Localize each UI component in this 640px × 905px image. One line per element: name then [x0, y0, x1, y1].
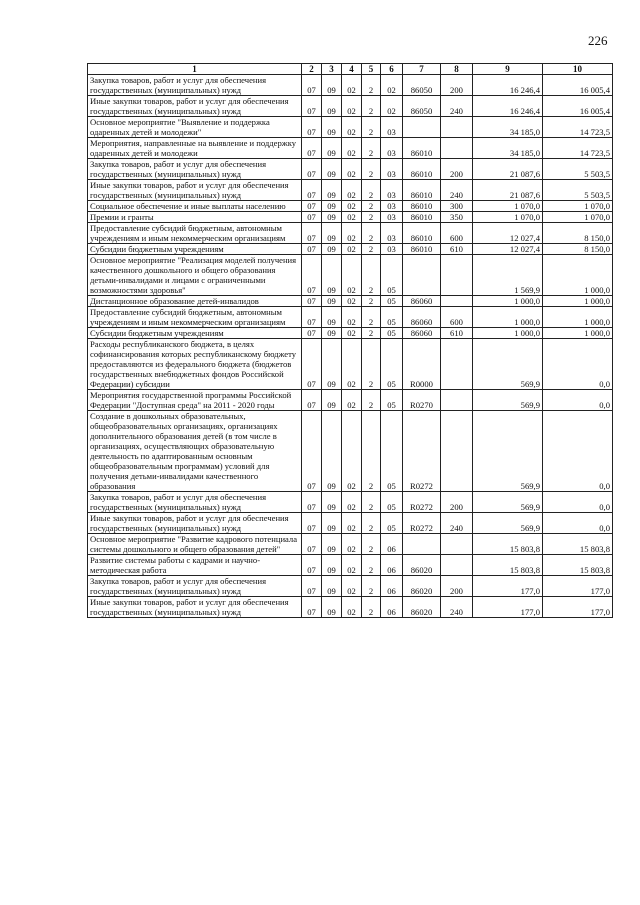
- cell-c5: 2: [362, 492, 381, 513]
- row-name: Создание в дошкольных образовательных, общеобразовательных организациях, организациях дополнительного образования детей (в том числе в организациях, осуществляющих образовательную деятельность по адаптированным основным общеобразовательным программам) условий для получения детьми-инвалидами качественного образования: [88, 411, 302, 492]
- cell-c4: 02: [342, 555, 362, 576]
- cell-c9: 34 185,0: [473, 138, 543, 159]
- cell-c3: 09: [322, 96, 342, 117]
- table-row: [88, 255, 613, 296]
- cell-c4: 02: [342, 180, 362, 201]
- cell-c2: 07: [302, 138, 322, 159]
- cell-c6: 03: [381, 117, 403, 138]
- cell-c5: 2: [362, 534, 381, 555]
- table-row: [88, 138, 613, 159]
- cell-c5: 2: [362, 328, 381, 339]
- cell-c7: [403, 255, 441, 296]
- cell-c9: 569,9: [473, 411, 543, 492]
- cell-c3: 09: [322, 534, 342, 555]
- cell-c10: 5 503,5: [543, 180, 613, 201]
- cell-c9: 177,0: [473, 576, 543, 597]
- cell-c6: 06: [381, 597, 403, 618]
- row-name: Предоставление субсидий бюджетным, автономным учреждениям и иным некоммерческим организациям: [88, 223, 302, 244]
- cell-c9: 16 246,4: [473, 75, 543, 96]
- cell-c2: 07: [302, 411, 322, 492]
- cell-c10: 0,0: [543, 411, 613, 492]
- cell-c6: 05: [381, 307, 403, 328]
- cell-c6: 03: [381, 138, 403, 159]
- cell-c4: 02: [342, 75, 362, 96]
- cell-c8: [441, 555, 473, 576]
- table-row: [88, 244, 613, 255]
- cell-c4: 02: [342, 339, 362, 390]
- cell-c7: R0272: [403, 492, 441, 513]
- row-name: Развитие системы работы с кадрами и научно-методическая работа: [88, 555, 302, 576]
- cell-c5: 2: [362, 513, 381, 534]
- cell-c9: 1 000,0: [473, 307, 543, 328]
- cell-c6: 05: [381, 390, 403, 411]
- row-name: Закупка товаров, работ и услуг для обеспечения государственных (муниципальных) нужд: [88, 75, 302, 96]
- cell-c3: 09: [322, 513, 342, 534]
- row-name: Субсидии бюджетным учреждениям: [88, 244, 302, 255]
- cell-c8: [441, 390, 473, 411]
- table-row: [88, 492, 613, 513]
- cell-c5: 2: [362, 339, 381, 390]
- cell-c3: 09: [322, 159, 342, 180]
- row-name: Мероприятия, направленные на выявление и поддержку одаренных детей и молодежи: [88, 138, 302, 159]
- cell-c9: 12 027,4: [473, 223, 543, 244]
- row-name: Социальное обеспечение и иные выплаты населению: [88, 201, 302, 212]
- row-name: Дистанционное образование детей-инвалидов: [88, 296, 302, 307]
- cell-c7: R0272: [403, 411, 441, 492]
- cell-c7: 86020: [403, 555, 441, 576]
- cell-c10: 0,0: [543, 513, 613, 534]
- cell-c10: 8 150,0: [543, 223, 613, 244]
- cell-c7: R0000: [403, 339, 441, 390]
- cell-c10: 0,0: [543, 339, 613, 390]
- header-row: [88, 64, 613, 75]
- cell-c5: 2: [362, 212, 381, 223]
- cell-c10: 16 005,4: [543, 75, 613, 96]
- cell-c6: 06: [381, 555, 403, 576]
- cell-c8: 300: [441, 201, 473, 212]
- cell-c8: 200: [441, 492, 473, 513]
- cell-c4: 02: [342, 117, 362, 138]
- cell-c6: 02: [381, 75, 403, 96]
- cell-c6: 03: [381, 223, 403, 244]
- cell-c4: 02: [342, 296, 362, 307]
- cell-c5: 2: [362, 159, 381, 180]
- cell-c7: 86060: [403, 296, 441, 307]
- cell-c3: 09: [322, 576, 342, 597]
- cell-c10: 15 803,8: [543, 534, 613, 555]
- cell-c9: 12 027,4: [473, 244, 543, 255]
- cell-c6: 05: [381, 339, 403, 390]
- cell-c2: 07: [302, 534, 322, 555]
- cell-c5: 2: [362, 180, 381, 201]
- row-name: Иные закупки товаров, работ и услуг для обеспечения государственных (муниципальных) нужд: [88, 96, 302, 117]
- cell-c9: 21 087,6: [473, 159, 543, 180]
- cell-c10: 1 070,0: [543, 212, 613, 223]
- cell-c5: 2: [362, 117, 381, 138]
- cell-c6: 05: [381, 255, 403, 296]
- cell-c6: 05: [381, 513, 403, 534]
- cell-c5: 2: [362, 75, 381, 96]
- table-row: [88, 159, 613, 180]
- row-name: Субсидии бюджетным учреждениям: [88, 328, 302, 339]
- column-header: 8: [441, 64, 473, 75]
- cell-c2: 07: [302, 576, 322, 597]
- cell-c10: 1 000,0: [543, 307, 613, 328]
- cell-c7: [403, 117, 441, 138]
- table-row: [88, 328, 613, 339]
- cell-c7: 86020: [403, 597, 441, 618]
- cell-c8: 350: [441, 212, 473, 223]
- cell-c9: 569,9: [473, 339, 543, 390]
- cell-c6: 05: [381, 296, 403, 307]
- cell-c6: 03: [381, 201, 403, 212]
- cell-c4: 02: [342, 576, 362, 597]
- table-row: [88, 180, 613, 201]
- row-name: Основное мероприятие "Реализация моделей получения качественного дошкольного и общего образования детьми-инвалидами и лицами с ограниченными возможностями здоровья": [88, 255, 302, 296]
- row-name: Основное мероприятие "Развитие кадрового потенциала системы дошкольного и общего образования детей": [88, 534, 302, 555]
- cell-c6: 03: [381, 180, 403, 201]
- cell-c7: 86060: [403, 307, 441, 328]
- cell-c8: [441, 411, 473, 492]
- cell-c3: 09: [322, 180, 342, 201]
- table-row: [88, 534, 613, 555]
- cell-c10: 1 000,0: [543, 296, 613, 307]
- row-name: Закупка товаров, работ и услуг для обеспечения государственных (муниципальных) нужд: [88, 159, 302, 180]
- table-row: [88, 513, 613, 534]
- cell-c7: R0270: [403, 390, 441, 411]
- cell-c7: 86010: [403, 159, 441, 180]
- cell-c3: 09: [322, 411, 342, 492]
- cell-c4: 02: [342, 492, 362, 513]
- cell-c5: 2: [362, 255, 381, 296]
- cell-c7: 86050: [403, 75, 441, 96]
- cell-c5: 2: [362, 576, 381, 597]
- cell-c8: 200: [441, 159, 473, 180]
- cell-c4: 02: [342, 255, 362, 296]
- cell-c8: 610: [441, 328, 473, 339]
- cell-c3: 09: [322, 339, 342, 390]
- cell-c2: 07: [302, 513, 322, 534]
- table-row: [88, 555, 613, 576]
- cell-c7: 86010: [403, 201, 441, 212]
- cell-c8: 240: [441, 180, 473, 201]
- row-name: Закупка товаров, работ и услуг для обеспечения государственных (муниципальных) нужд: [88, 576, 302, 597]
- cell-c6: 05: [381, 492, 403, 513]
- cell-c4: 02: [342, 212, 362, 223]
- cell-c3: 09: [322, 138, 342, 159]
- cell-c6: 05: [381, 411, 403, 492]
- table-row: [88, 390, 613, 411]
- cell-c2: 07: [302, 180, 322, 201]
- cell-c8: [441, 339, 473, 390]
- cell-c7: 86010: [403, 223, 441, 244]
- cell-c7: 86010: [403, 212, 441, 223]
- row-name: Предоставление субсидий бюджетным, автономным учреждениям и иным некоммерческим организациям: [88, 307, 302, 328]
- cell-c2: 07: [302, 117, 322, 138]
- cell-c5: 2: [362, 296, 381, 307]
- cell-c5: 2: [362, 555, 381, 576]
- cell-c6: 06: [381, 534, 403, 555]
- cell-c2: 07: [302, 597, 322, 618]
- cell-c3: 09: [322, 328, 342, 339]
- cell-c2: 07: [302, 75, 322, 96]
- cell-c5: 2: [362, 96, 381, 117]
- cell-c9: 1 070,0: [473, 212, 543, 223]
- table-row: [88, 201, 613, 212]
- cell-c7: 86010: [403, 180, 441, 201]
- cell-c2: 07: [302, 212, 322, 223]
- cell-c9: 177,0: [473, 597, 543, 618]
- cell-c10: 1 000,0: [543, 328, 613, 339]
- cell-c3: 09: [322, 75, 342, 96]
- cell-c2: 07: [302, 201, 322, 212]
- page-number: 226: [588, 33, 608, 48]
- cell-c3: 09: [322, 255, 342, 296]
- cell-c9: 569,9: [473, 390, 543, 411]
- cell-c4: 02: [342, 328, 362, 339]
- cell-c9: 1 000,0: [473, 328, 543, 339]
- cell-c5: 2: [362, 597, 381, 618]
- cell-c5: 2: [362, 223, 381, 244]
- cell-c10: 0,0: [543, 492, 613, 513]
- cell-c9: 15 803,8: [473, 534, 543, 555]
- cell-c3: 09: [322, 201, 342, 212]
- cell-c4: 02: [342, 411, 362, 492]
- column-header: 5: [362, 64, 381, 75]
- table-row: [88, 212, 613, 223]
- cell-c4: 02: [342, 513, 362, 534]
- cell-c3: 09: [322, 296, 342, 307]
- cell-c4: 02: [342, 244, 362, 255]
- column-header: 3: [322, 64, 342, 75]
- table-row: [88, 339, 613, 390]
- cell-c4: 02: [342, 96, 362, 117]
- cell-c9: 1 569,9: [473, 255, 543, 296]
- cell-c8: 240: [441, 96, 473, 117]
- row-name: Мероприятия государственной программы Российской Федерации "Доступная среда" на 2011 - 2020 годы: [88, 390, 302, 411]
- cell-c8: 600: [441, 307, 473, 328]
- cell-c2: 07: [302, 96, 322, 117]
- cell-c10: 1 070,0: [543, 201, 613, 212]
- cell-c10: 177,0: [543, 576, 613, 597]
- cell-c6: 03: [381, 244, 403, 255]
- cell-c2: 07: [302, 223, 322, 244]
- row-name: Премии и гранты: [88, 212, 302, 223]
- table-row: [88, 597, 613, 618]
- cell-c3: 09: [322, 244, 342, 255]
- cell-c9: 1 070,0: [473, 201, 543, 212]
- cell-c10: 0,0: [543, 390, 613, 411]
- cell-c9: 569,9: [473, 513, 543, 534]
- column-header: 4: [342, 64, 362, 75]
- cell-c4: 02: [342, 597, 362, 618]
- cell-c8: [441, 117, 473, 138]
- table-row: [88, 223, 613, 244]
- row-name: Основное мероприятие "Выявление и поддержка одаренных детей и молодежи": [88, 117, 302, 138]
- cell-c8: 600: [441, 223, 473, 244]
- cell-c10: 14 723,5: [543, 138, 613, 159]
- cell-c2: 07: [302, 296, 322, 307]
- cell-c10: 1 000,0: [543, 255, 613, 296]
- cell-c4: 02: [342, 159, 362, 180]
- cell-c8: 200: [441, 576, 473, 597]
- cell-c10: 5 503,5: [543, 159, 613, 180]
- cell-c3: 09: [322, 555, 342, 576]
- row-name: Закупка товаров, работ и услуг для обеспечения государственных (муниципальных) нужд: [88, 492, 302, 513]
- cell-c3: 09: [322, 117, 342, 138]
- cell-c7: R0272: [403, 513, 441, 534]
- cell-c9: 1 000,0: [473, 296, 543, 307]
- cell-c2: 07: [302, 555, 322, 576]
- cell-c9: 15 803,8: [473, 555, 543, 576]
- column-header: 10: [543, 64, 613, 75]
- table-row: [88, 75, 613, 96]
- cell-c7: 86060: [403, 328, 441, 339]
- cell-c8: [441, 534, 473, 555]
- cell-c10: 8 150,0: [543, 244, 613, 255]
- table-row: [88, 307, 613, 328]
- cell-c6: 05: [381, 328, 403, 339]
- cell-c3: 09: [322, 390, 342, 411]
- column-header: 9: [473, 64, 543, 75]
- cell-c2: 07: [302, 328, 322, 339]
- cell-c9: 16 246,4: [473, 96, 543, 117]
- cell-c8: [441, 138, 473, 159]
- cell-c10: 15 803,8: [543, 555, 613, 576]
- table-row: [88, 96, 613, 117]
- cell-c4: 02: [342, 223, 362, 244]
- cell-c10: 16 005,4: [543, 96, 613, 117]
- cell-c4: 02: [342, 201, 362, 212]
- cell-c8: 200: [441, 75, 473, 96]
- cell-c10: 177,0: [543, 597, 613, 618]
- cell-c2: 07: [302, 339, 322, 390]
- cell-c5: 2: [362, 390, 381, 411]
- row-name: Иные закупки товаров, работ и услуг для обеспечения государственных (муниципальных) нужд: [88, 597, 302, 618]
- table-row: [88, 296, 613, 307]
- row-name: Иные закупки товаров, работ и услуг для обеспечения государственных (муниципальных) нужд: [88, 180, 302, 201]
- column-header: 6: [381, 64, 403, 75]
- cell-c5: 2: [362, 201, 381, 212]
- cell-c5: 2: [362, 307, 381, 328]
- table-row: [88, 576, 613, 597]
- cell-c3: 09: [322, 223, 342, 244]
- cell-c5: 2: [362, 138, 381, 159]
- table-row: [88, 117, 613, 138]
- cell-c3: 09: [322, 492, 342, 513]
- cell-c3: 09: [322, 212, 342, 223]
- cell-c5: 2: [362, 411, 381, 492]
- cell-c9: 34 185,0: [473, 117, 543, 138]
- cell-c6: 06: [381, 576, 403, 597]
- cell-c7: 86050: [403, 96, 441, 117]
- row-name: Расходы республиканского бюджета, в целях софинансирования которых республиканскому бюджету предоставляются из федерального бюджета (бюджетов государственных внебюджетных фондов Российской Федерации) субсидии: [88, 339, 302, 390]
- cell-c8: 240: [441, 513, 473, 534]
- cell-c9: 569,9: [473, 492, 543, 513]
- table-row: [88, 411, 613, 492]
- budget-table: [87, 63, 613, 618]
- cell-c2: 07: [302, 492, 322, 513]
- cell-c6: 02: [381, 96, 403, 117]
- cell-c4: 02: [342, 307, 362, 328]
- cell-c2: 07: [302, 307, 322, 328]
- cell-c7: 86020: [403, 576, 441, 597]
- cell-c7: 86010: [403, 244, 441, 255]
- cell-c9: 21 087,6: [473, 180, 543, 201]
- cell-c7: [403, 534, 441, 555]
- row-name: Иные закупки товаров, работ и услуг для обеспечения государственных (муниципальных) нужд: [88, 513, 302, 534]
- cell-c2: 07: [302, 244, 322, 255]
- column-header: 1: [88, 64, 302, 75]
- cell-c8: 610: [441, 244, 473, 255]
- column-header: 2: [302, 64, 322, 75]
- cell-c7: 86010: [403, 138, 441, 159]
- cell-c3: 09: [322, 597, 342, 618]
- cell-c8: [441, 255, 473, 296]
- column-header: 7: [403, 64, 441, 75]
- cell-c8: 240: [441, 597, 473, 618]
- cell-c3: 09: [322, 307, 342, 328]
- cell-c2: 07: [302, 159, 322, 180]
- cell-c8: [441, 296, 473, 307]
- cell-c4: 02: [342, 138, 362, 159]
- cell-c4: 02: [342, 390, 362, 411]
- cell-c4: 02: [342, 534, 362, 555]
- cell-c10: 14 723,5: [543, 117, 613, 138]
- cell-c6: 03: [381, 212, 403, 223]
- cell-c2: 07: [302, 255, 322, 296]
- cell-c6: 03: [381, 159, 403, 180]
- cell-c5: 2: [362, 244, 381, 255]
- cell-c2: 07: [302, 390, 322, 411]
